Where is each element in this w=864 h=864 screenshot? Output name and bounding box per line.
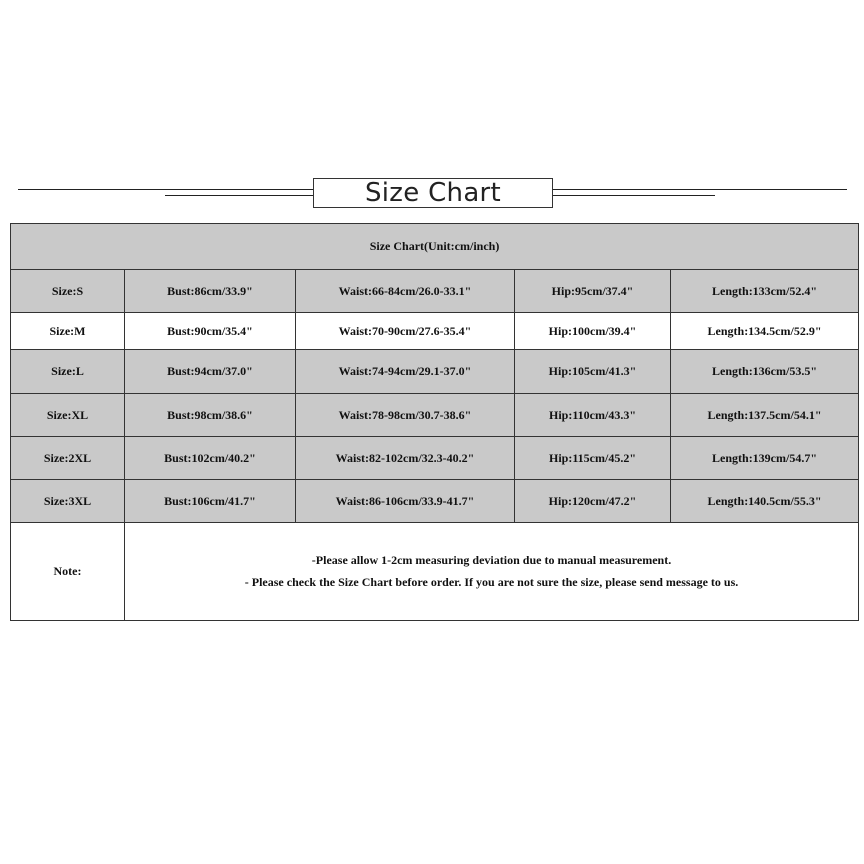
size-cell: Size:XL [11,394,125,437]
length-cell: Length:133cm/52.4" [671,270,859,313]
note-row [11,523,859,621]
table-row [11,437,859,480]
table-row [11,480,859,523]
waist-cell: Waist:78-98cm/30.7-38.6" [296,394,515,437]
waist-cell: Waist:86-106cm/33.9-41.7" [296,480,515,523]
length-cell: Length:139cm/54.7" [671,437,859,480]
note-content [125,523,859,621]
size-cell: Size:3XL [11,480,125,523]
note-label: Note: [11,523,125,621]
size-chart-table [10,223,859,621]
size-cell: Size:2XL [11,437,125,480]
bust-cell: Bust:94cm/37.0" [125,350,296,394]
length-cell: Length:134.5cm/52.9" [671,313,859,350]
table-row [11,270,859,313]
table-caption: Size Chart(Unit:cm/inch) [11,224,859,270]
table-caption-row [11,224,859,270]
bust-cell: Bust:90cm/35.4" [125,313,296,350]
size-cell: Size:L [11,350,125,394]
title-box [313,178,553,208]
table-row [11,394,859,437]
table-row [11,313,859,350]
waist-cell: Waist:70-90cm/27.6-35.4" [296,313,515,350]
length-cell: Length:137.5cm/54.1" [671,394,859,437]
waist-cell: Waist:82-102cm/32.3-40.2" [296,437,515,480]
hip-cell: Hip:100cm/39.4" [515,313,671,350]
waist-cell: Waist:66-84cm/26.0-33.1" [296,270,515,313]
bust-cell: Bust:106cm/41.7" [125,480,296,523]
title-banner [0,170,864,218]
waist-cell: Waist:74-94cm/29.1-37.0" [296,350,515,394]
table-row [11,350,859,394]
size-cell: Size:M [11,313,125,350]
size-cell: Size:S [11,270,125,313]
hip-cell: Hip:110cm/43.3" [515,394,671,437]
length-cell: Length:140.5cm/55.3" [671,480,859,523]
left-rule-inner [165,195,313,196]
left-rule-outer [18,189,313,190]
hip-cell: Hip:115cm/45.2" [515,437,671,480]
hip-cell: Hip:120cm/47.2" [515,480,671,523]
right-rule-inner [553,195,715,196]
length-cell: Length:136cm/53.5" [671,350,859,394]
page-title: Size Chart [364,178,502,208]
bust-cell: Bust:102cm/40.2" [125,437,296,480]
note-line: - Please check the Size Chart before order. If you are not sure the size, please send message to us. [244,575,739,589]
bust-cell: Bust:86cm/33.9" [125,270,296,313]
bust-cell: Bust:98cm/38.6" [125,394,296,437]
hip-cell: Hip:105cm/41.3" [515,350,671,394]
note-line: -Please allow 1-2cm measuring deviation due to manual measurement. [311,553,672,567]
right-rule-outer [553,189,847,190]
hip-cell: Hip:95cm/37.4" [515,270,671,313]
